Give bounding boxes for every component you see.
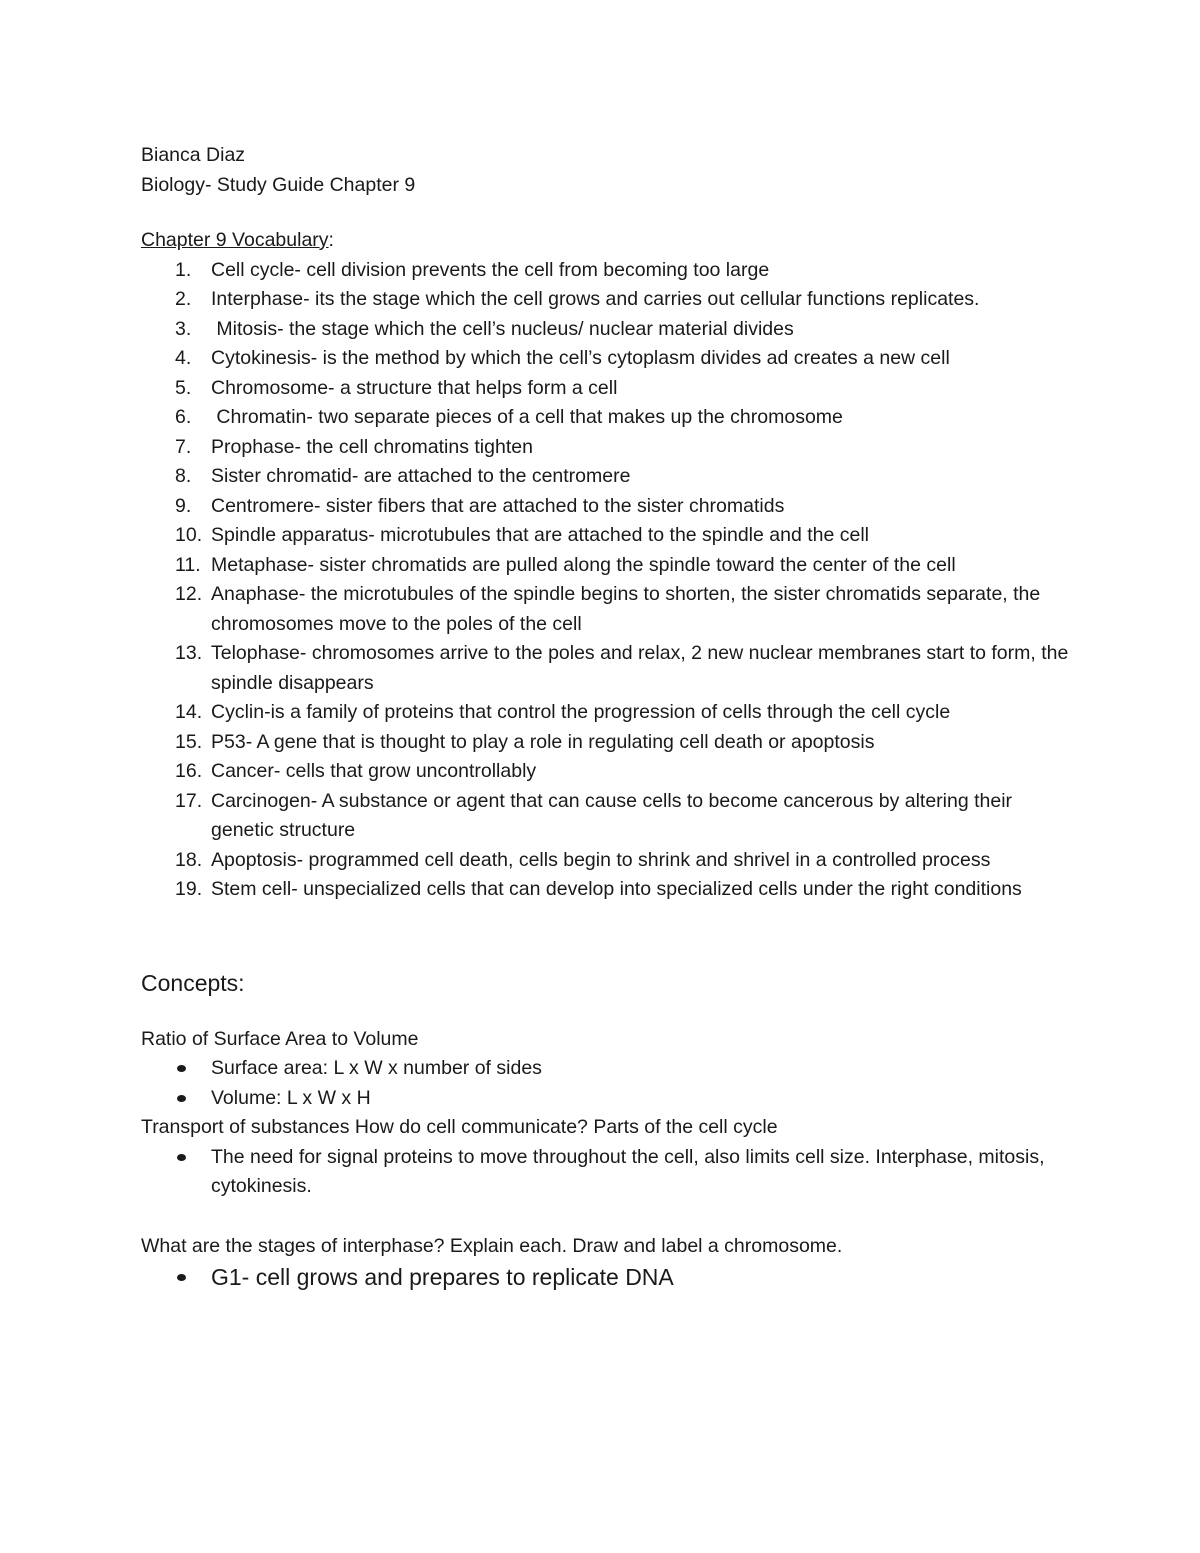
bullet-icon bbox=[177, 1095, 186, 1102]
list-item bbox=[141, 757, 1071, 787]
list-item-number: 2. bbox=[175, 288, 192, 310]
list-item-text: Carcinogen- A substance or agent that can cause cells to become cancerous by altering their genetic structure bbox=[211, 789, 1013, 841]
list-item-text: Anaphase- the microtubules of the spindle begins to shorten, the sister chromatids separate, the chromosomes move to the poles of the cell bbox=[211, 583, 1041, 635]
document-subtitle: Biology- Study Guide Chapter 9 bbox=[141, 173, 416, 196]
list-item-text: Chromatin- two separate pieces of a cell that makes up the chromosome bbox=[211, 406, 843, 428]
bullet-icon bbox=[177, 1154, 186, 1161]
list-item-text: Apoptosis- programmed cell death, cells begin to shrink and shrivel in a controlled process bbox=[211, 848, 991, 871]
list-item-number: 8. bbox=[175, 465, 192, 487]
bullet-item bbox=[141, 1261, 1071, 1293]
list-item-number: 16. bbox=[175, 760, 203, 782]
list-item-number: 13. bbox=[175, 642, 203, 664]
list-item bbox=[141, 374, 1071, 404]
bullet-item bbox=[141, 1084, 1071, 1114]
vocab-list bbox=[141, 256, 1071, 905]
list-item-number: 11. bbox=[175, 553, 201, 576]
ratio-heading: Ratio of Surface Area to Volume bbox=[141, 1027, 419, 1050]
list-item-number: 18. bbox=[175, 848, 203, 871]
vocab-heading bbox=[141, 226, 1071, 256]
vocab-heading-colon: : bbox=[328, 229, 334, 251]
list-item-text: Prophase- the cell chromatins tighten bbox=[211, 435, 533, 458]
interphase-question: What are the stages of interphase? Explain each. Draw and label a chromosome. bbox=[141, 1234, 843, 1257]
ratio-bullet-list bbox=[141, 1054, 1071, 1113]
list-item bbox=[141, 285, 1071, 315]
author-name: Bianca Diaz bbox=[141, 144, 246, 166]
list-item-number: 9. bbox=[175, 494, 192, 517]
list-item-number: 3. bbox=[175, 317, 192, 340]
list-item-number: 7. bbox=[175, 435, 192, 458]
list-item bbox=[141, 344, 1071, 374]
list-item bbox=[141, 580, 1071, 639]
bullet-text: G1- cell grows and prepares to replicate DNA bbox=[211, 1264, 674, 1290]
list-item-number: 19. bbox=[175, 878, 203, 900]
list-item bbox=[141, 521, 1071, 551]
list-item bbox=[141, 639, 1071, 698]
list-item-number: 10. bbox=[175, 524, 203, 546]
list-item bbox=[141, 462, 1071, 492]
bullet-icon bbox=[177, 1274, 186, 1281]
list-item-text: Cancer- cells that grow uncontrollably bbox=[211, 760, 537, 782]
list-item bbox=[141, 433, 1071, 463]
list-item-text: Cell cycle- cell division prevents the cell from becoming too large bbox=[211, 258, 770, 281]
bullet-icon bbox=[177, 1065, 186, 1072]
list-item-number: 4. bbox=[175, 347, 192, 369]
list-item-number: 1. bbox=[175, 258, 192, 281]
list-item bbox=[141, 698, 1071, 728]
list-item-text: Metaphase- sister chromatids are pulled along the spindle toward the center of the cell bbox=[211, 553, 956, 576]
list-item bbox=[141, 492, 1071, 522]
list-item-text: Centromere- sister fibers that are attached to the sister chromatids bbox=[211, 494, 785, 517]
list-item-text: Chromosome- a structure that helps form a cell bbox=[211, 376, 618, 399]
list-item bbox=[141, 256, 1071, 286]
bullet-item bbox=[141, 1143, 1071, 1202]
list-item-text: Cytokinesis- is the method by which the cell’s cytoplasm divides ad creates a new cell bbox=[211, 347, 950, 369]
list-item bbox=[141, 846, 1071, 876]
list-item-number: 15. bbox=[175, 730, 203, 753]
list-item bbox=[141, 403, 1071, 433]
list-item-text: P53- A gene that is thought to play a role in regulating cell death or apoptosis bbox=[211, 730, 875, 753]
list-item-text: Interphase- its the stage which the cell grows and carries out cellular functions replicates. bbox=[211, 288, 980, 310]
list-item-number: 17. bbox=[175, 789, 203, 812]
list-item bbox=[141, 728, 1071, 758]
list-item bbox=[141, 787, 1071, 846]
list-item bbox=[141, 551, 1071, 581]
list-item bbox=[141, 875, 1071, 905]
list-item bbox=[141, 315, 1071, 345]
list-item-text: Stem cell- unspecialized cells that can develop into specialized cells under the right conditions bbox=[211, 878, 1022, 900]
transport-bullet-list bbox=[141, 1143, 1071, 1202]
list-item-number: 12. bbox=[175, 583, 203, 605]
bullet-text: Surface area: L x W x number of sides bbox=[211, 1057, 542, 1079]
interphase-bullet-list bbox=[141, 1261, 1071, 1293]
bullet-text: The need for signal proteins to move throughout the cell, also limits cell size. Interphase, mitosis, cytokinesis. bbox=[211, 1145, 1045, 1197]
list-item-number: 14. bbox=[175, 701, 203, 723]
bullet-text: Volume: L x W x H bbox=[211, 1086, 371, 1109]
list-item-number: 6. bbox=[175, 406, 192, 428]
list-item-text: Mitosis- the stage which the cell’s nucleus/ nuclear material divides bbox=[211, 317, 794, 340]
document-page bbox=[141, 141, 1071, 1293]
list-item-number: 5. bbox=[175, 376, 192, 399]
transport-heading: Transport of substances How do cell communicate? Parts of the cell cycle bbox=[141, 1116, 778, 1138]
concepts-heading: Concepts: bbox=[141, 969, 245, 996]
vocab-heading-text: Chapter 9 Vocabulary bbox=[141, 229, 329, 251]
list-item-text: Sister chromatid- are attached to the centromere bbox=[211, 465, 631, 487]
list-item-text: Spindle apparatus- microtubules that are attached to the spindle and the cell bbox=[211, 524, 870, 546]
list-item-text: Telophase- chromosomes arrive to the poles and relax, 2 new nuclear membranes start to form, the spindle disappears bbox=[211, 642, 1069, 694]
bullet-item bbox=[141, 1054, 1071, 1084]
list-item-text: Cyclin-is a family of proteins that control the progression of cells through the cell cycle bbox=[211, 701, 951, 723]
